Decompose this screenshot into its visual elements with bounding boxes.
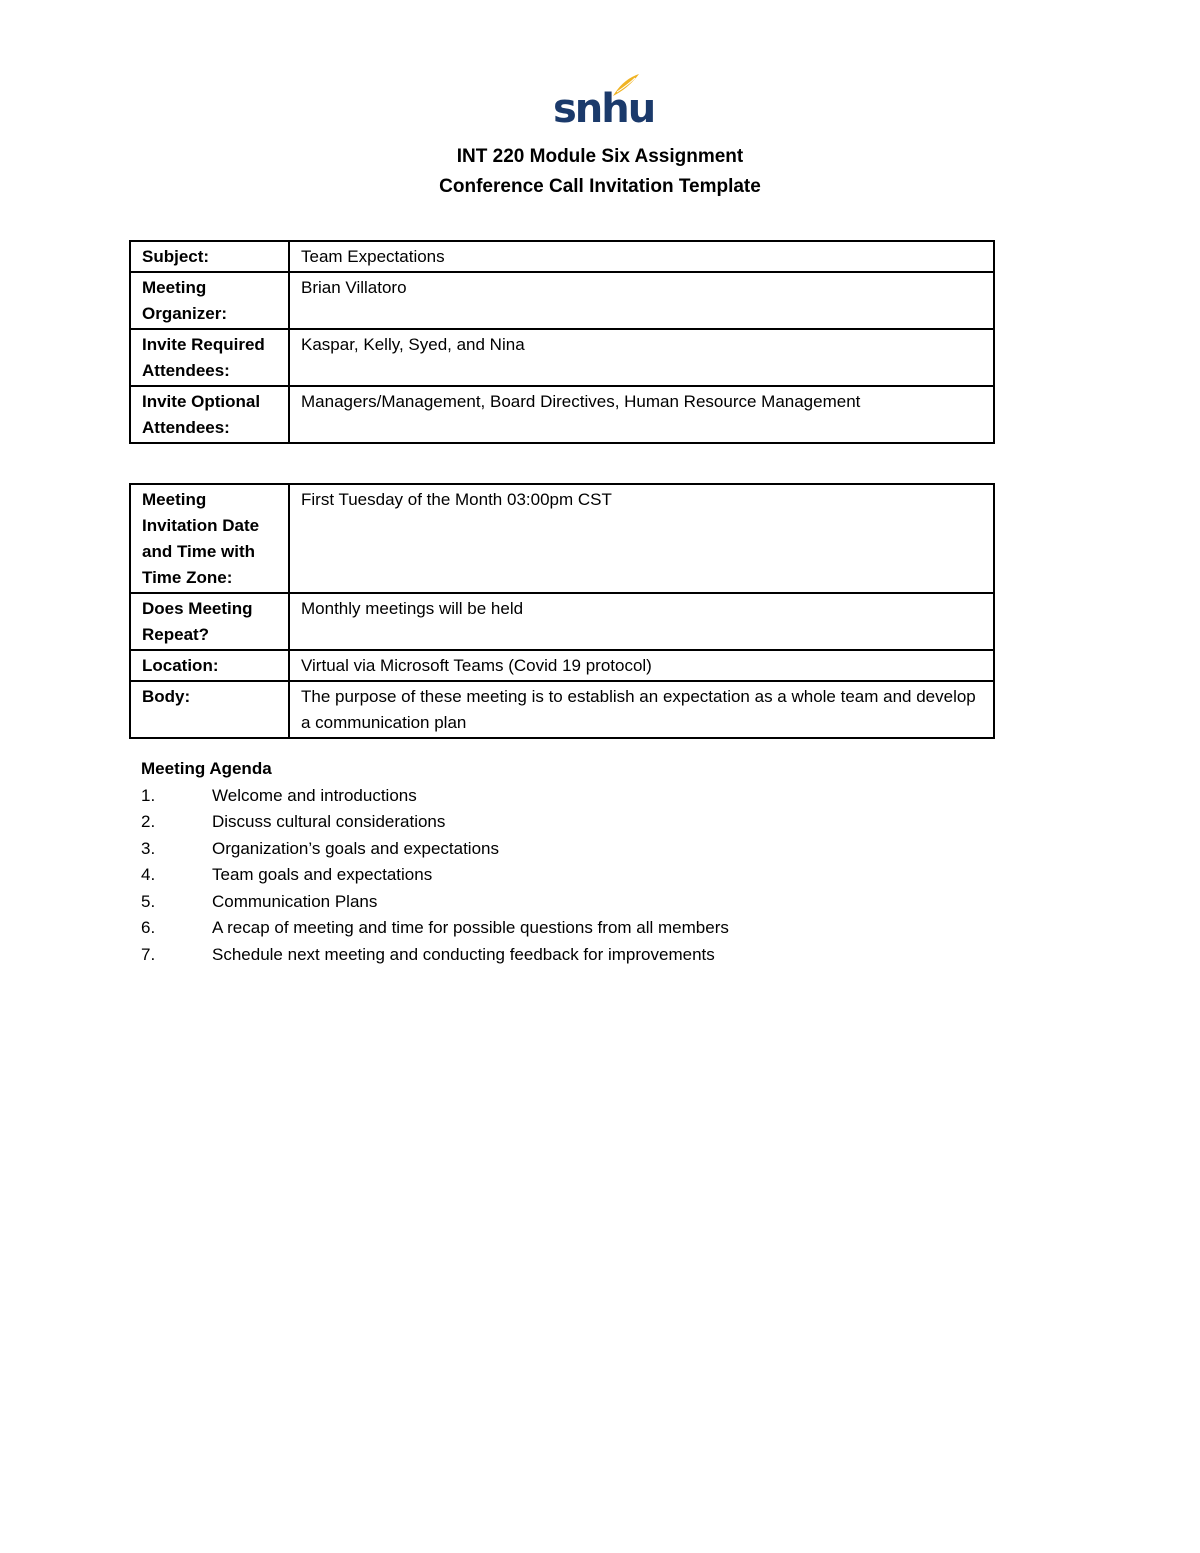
- list-number: 6.: [141, 918, 156, 937]
- list-number: 4.: [141, 865, 156, 884]
- list-text: Schedule next meeting and conducting feedback for improvements: [212, 944, 715, 964]
- row-value: The purpose of these meeting is to establish an expectation as a whole team and develop a communication plan: [289, 681, 994, 738]
- table-row: [130, 593, 994, 650]
- snhu-logo: [553, 72, 655, 134]
- list-number: 2.: [141, 812, 156, 831]
- agenda-heading: Meeting Agenda: [141, 759, 272, 778]
- document-title: INT 220 Module Six Assignment: [456, 146, 744, 167]
- row-value: Virtual via Microsoft Teams (Covid 19 protocol): [289, 650, 994, 681]
- meeting-schedule-table: [129, 483, 995, 739]
- row-label: Invite Required Attendees:: [130, 329, 289, 386]
- logo-text: snhu: [553, 86, 655, 132]
- meeting-details-table: [129, 240, 995, 444]
- row-label: Does Meeting Repeat?: [130, 593, 289, 650]
- list-item: [141, 783, 417, 810]
- list-item: [141, 809, 446, 836]
- list-text: Welcome and introductions: [212, 785, 417, 805]
- list-number: 1.: [141, 785, 156, 805]
- table-row: [130, 386, 994, 443]
- table-row: [130, 272, 994, 329]
- list-text: A recap of meeting and time for possible questions from all members: [212, 918, 729, 937]
- row-value: Brian Villatoro: [289, 272, 994, 329]
- row-value: Monthly meetings will be held: [289, 593, 994, 650]
- row-label: Location:: [130, 650, 289, 681]
- list-text: Team goals and expectations: [212, 865, 433, 884]
- list-item: [141, 942, 715, 969]
- list-text: Organization’s goals and expectations: [212, 838, 499, 858]
- row-label: Body:: [130, 681, 289, 738]
- document-subtitle: Conference Call Invitation Template: [439, 176, 761, 197]
- table-row: [130, 484, 994, 593]
- table-row: [130, 681, 994, 738]
- list-item: [141, 889, 378, 916]
- row-value: First Tuesday of the Month 03:00pm CST: [289, 484, 994, 593]
- meeting-agenda: [141, 756, 729, 968]
- row-label: Meeting Invitation Date and Time with Time Zone:: [130, 484, 289, 593]
- list-item: [141, 915, 729, 942]
- row-label: Subject:: [130, 241, 289, 272]
- row-value: Team Expectations: [289, 241, 994, 272]
- list-item: [141, 862, 433, 889]
- row-label: Meeting Organizer:: [130, 272, 289, 329]
- table-row: [130, 241, 994, 272]
- table-row: [130, 650, 994, 681]
- list-number: 5.: [141, 891, 156, 911]
- table-row: [130, 329, 994, 386]
- list-item: [141, 836, 499, 863]
- list-number: 3.: [141, 838, 156, 858]
- list-number: 7.: [141, 944, 156, 964]
- row-label: Invite Optional Attendees:: [130, 386, 289, 443]
- list-text: Communication Plans: [212, 891, 378, 911]
- row-value: Kaspar, Kelly, Syed, and Nina: [289, 329, 994, 386]
- row-value: Managers/Management, Board Directives, Human Resource Management: [289, 386, 994, 443]
- list-text: Discuss cultural considerations: [212, 812, 446, 831]
